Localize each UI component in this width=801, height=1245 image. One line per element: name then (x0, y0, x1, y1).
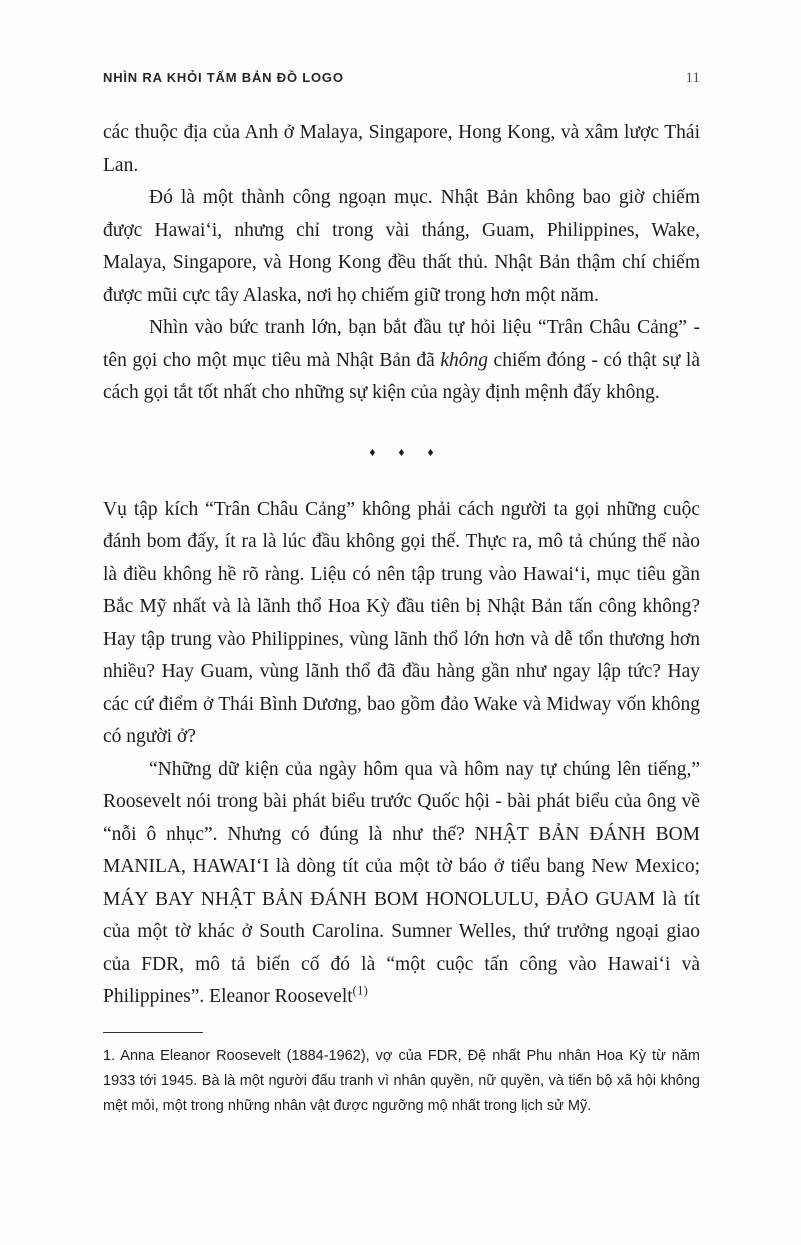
paragraph (103, 494, 700, 754)
footnote-text: 1. Anna Eleanor Roosevelt (1884-1962), vợ của FDR, Đệ nhất Phu nhân Hoa Kỳ từ năm 1933 tới 1945. Bà là một người đấu tranh vì nhân quyền, nữ quyền, và tiến bộ xã hội không mệt mỏi, một trong những nhân vật được ngưỡng mộ nhất trong lịch sử Mỹ. (103, 1047, 700, 1114)
running-title: NHÌN RA KHỎI TẤM BẢN ĐỒ LOGO (103, 70, 344, 85)
section-divider: ♦ ♦ ♦ (369, 444, 434, 459)
text-run: Vụ tập kích “Trân Châu Cảng” không phải cách người ta gọi những cuộc đánh bom đấy, ít ra là lúc đầu không gọi thế. Thực ra, mô tả chúng thế nào là điều không hề rõ ràng. Liệu có nên tập trung vào Hawai‘i, mục tiêu gần Bắc Mỹ nhất và là lãnh thổ Hoa Kỳ đầu tiên bị Nhật Bản tấn công không? Hay tập trung vào Philippines, vùng lãnh thổ lớn hơn và dễ tổn thương hơn nhiều? Hay Guam, vùng lãnh thổ đã đầu hàng gần như ngay lập tức? Hay các cứ điểm ở Thái Bình Dương, bao gồm đảo Wake và Midway vốn không có người ở? (103, 498, 700, 747)
page-header (103, 70, 700, 87)
paragraph (103, 182, 700, 312)
text-run: các thuộc địa của Anh ở Malaya, Singapore, Hong Kong, và xâm lược Thái Lan. (103, 122, 700, 176)
footnote-section (103, 1032, 700, 1119)
text-run: Đó là một thành công ngoạn mục. Nhật Bản không bao giờ chiếm được Hawai‘i, nhưng chỉ trong vài tháng, Guam, Philippines, Wake, Malaya, Singapore, và Hong Kong đều thất thủ. Nhật Bản thậm chí chiếm được mũi cực tây Alaska, nơi họ chiếm giữ trong hơn một năm. (103, 187, 700, 306)
text-run: “Những dữ kiện của ngày hôm qua và hôm nay tự chúng lên tiếng,” Roosevelt nói trong bài phát biểu trước Quốc hội - bài phát biểu của ông về “nỗi ô nhục”. Nhưng có đúng là như thế? NHẬT BẢN ĐÁNH BOM MANILA, HAWAI‘I là dòng tít của một tờ báo ở tiểu bang New Mexico; MÁY BAY NHẬT BẢN ĐÁNH BOM HONOLULU, ĐẢO GUAM là tít của một tờ khác ở South Carolina. Sumner Welles, thứ trưởng ngoại giao của FDR, mô tả biến cố đó là “một cuộc tấn công vào Hawai‘i và Philippines”. Eleanor Roosevelt (103, 758, 700, 1007)
paragraph (103, 754, 700, 1014)
emphasized-text: không (440, 349, 488, 371)
text-run: chiếm đóng - có thật sự là cách gọi tắt tốt nhất cho những sự kiện của ngày định mệnh đấy không. (103, 349, 701, 403)
text-run: Nhìn vào bức tranh lớn, bạn bắt đầu tự hỏi liệu “Trân Châu Cảng” - tên gọi cho một mục tiêu mà Nhật Bản đã (103, 317, 700, 371)
footnote-marker: (1) (352, 983, 369, 998)
page-number: 11 (685, 70, 700, 86)
footnote-rule (103, 1032, 203, 1033)
paragraph (103, 117, 700, 182)
body-content (103, 117, 700, 1014)
paragraph (103, 312, 700, 410)
